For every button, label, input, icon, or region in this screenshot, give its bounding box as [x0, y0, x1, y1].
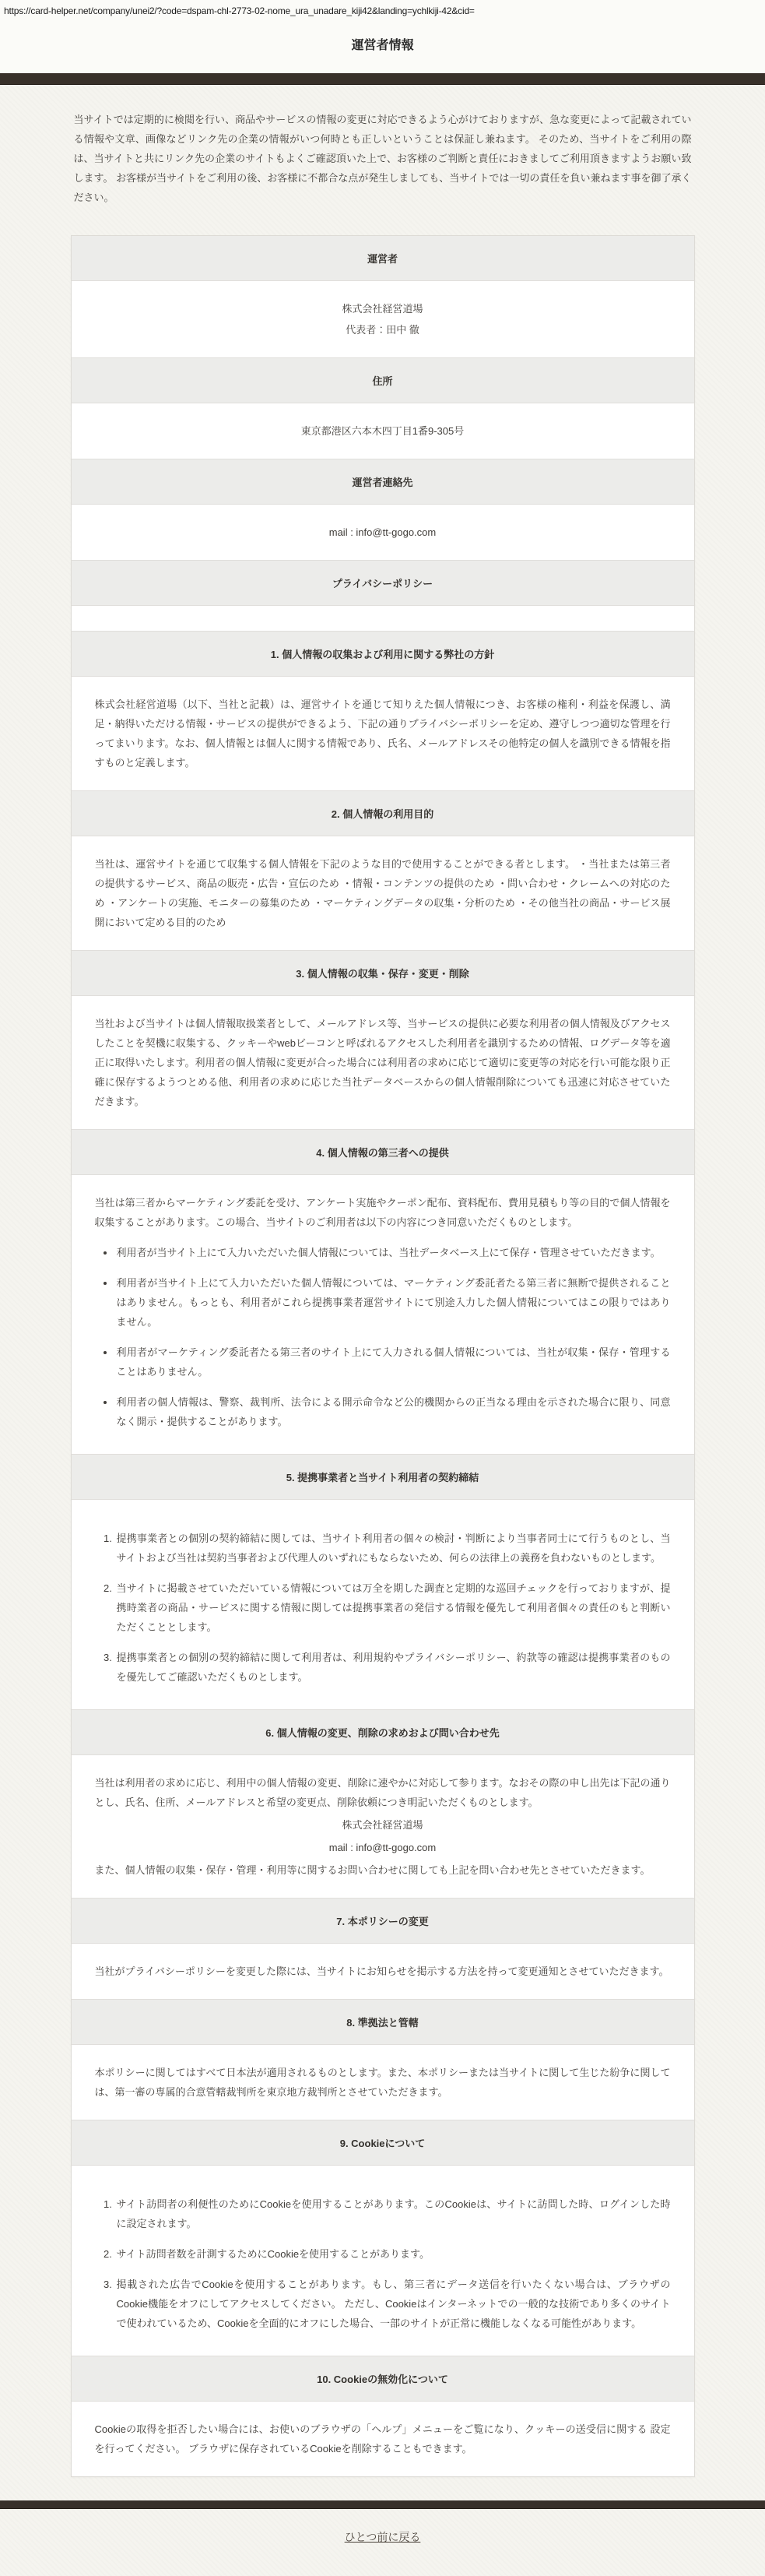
section-4-bullet-list	[95, 1243, 671, 1431]
section-body-2	[72, 836, 694, 950]
back-link[interactable]: ひとつ前に戻る	[344, 2531, 421, 2543]
list-item: • 利用者がマーケティング委託者たる第三者のサイト上にて入力される個人情報については、当社が収集・保存・管理することはありません。	[115, 1343, 671, 1381]
page-title: 運営者情報	[351, 39, 414, 52]
list-item: • 利用者の個人情報は、警察、裁判所、法令による開示命令など公的機関からの正当なる理由を示された場合に限り、同意なく開示・提供することがあります。	[115, 1392, 671, 1431]
page-header	[0, 0, 765, 73]
section-heading-6: 6. 個人情報の変更、削除の求めおよび問い合わせ先	[72, 1709, 694, 1755]
table-cell-privacy-spacer	[72, 606, 694, 631]
table-header-address: 住所	[72, 357, 694, 403]
table-header-contact: 運営者連絡先	[72, 459, 694, 505]
section-9-numbered-list	[95, 2194, 671, 2333]
section-heading-1: 1. 個人情報の収集および利用に関する弊社の方針	[72, 631, 694, 677]
section-body-7	[72, 1944, 694, 1999]
section-body-1	[72, 677, 694, 790]
list-item: • 利用者が当サイト上にて入力いただいた個人情報については、当社データベース上にて保存・管理させていただきます。	[115, 1243, 671, 1262]
section-7-paragraph: 当社がプライバシーポリシーを変更した際には、当サイトにお知らせを掲示する方法を持って変更通知とさせていただきます。	[94, 1965, 669, 1977]
section-8-paragraph: 本ポリシーに関してはすべて日本法が適用されるものとします。また、本ポリシーまたは当サイトに関して生じた紛争に関しては、第一審の専属的合意管轄裁判所を東京地方裁判所とさせていただきます。	[94, 2067, 671, 2098]
section-5-numbered-list	[95, 1529, 671, 1687]
operator-representative: 代表者：田中 徹	[346, 324, 419, 336]
contact-mail-value: mail : info@tt-gogo.com	[328, 526, 437, 538]
section-heading-9: 9. Cookieについて	[72, 2120, 694, 2166]
section-heading-10: 10. Cookieの無効化について	[72, 2356, 694, 2402]
top-divider-bar	[0, 73, 765, 85]
section-heading-3: 3. 個人情報の収集・保存・変更・削除	[72, 950, 694, 996]
operator-company-name: 株式会社経営道場	[342, 303, 423, 315]
section-heading-4: 4. 個人情報の第三者への提供	[72, 1129, 694, 1175]
address-value: 東京都港区六本木四丁目1番9-305号	[300, 425, 465, 437]
section-heading-5: 5. 提携事業者と当サイト利用者の契約締結	[72, 1454, 694, 1500]
section-6-company-name: 株式会社経営道場	[342, 1819, 423, 1831]
section-heading-8: 8. 準拠法と管轄	[72, 1999, 694, 2045]
section-body-6	[72, 1755, 694, 1898]
list-item: 2. サイト訪問者数を計測するためにCookieを使用することがあります。	[115, 2244, 671, 2264]
list-item: 1. サイト訪問者の利便性のためにCookieを使用することがあります。このCookieは、サイトに訪問した時、ログインした時に設定されます。	[115, 2194, 671, 2233]
section-body-9	[72, 2166, 694, 2356]
operator-info-table	[71, 235, 695, 2477]
list-item: • 利用者が当サイト上にて入力いただいた個人情報については、マーケティング委託者たる第三者に無断で提供されることはありません。もっとも、利用者がこれら提携事業者運営サイトにて別途入力した個人情報についてはこの限りではありません。	[115, 1273, 671, 1332]
list-item: 3. 掲載された広告でCookieを使用することがあります。もし、第三者にデータ送信を行いたくない場合は、ブラウザのCookie機能をオフにしてアクセスしてください。 ただし、Cookieはインターネットでの一般的な技術であり多くのサイトで使われているため、Cookieを全面的にオフにした場合、一部のサイトが正常に機能しなくなる可能性があります。	[115, 2275, 671, 2333]
table-cell-operator	[72, 281, 694, 357]
list-item: 1. 提携事業者との個別の契約締結に関しては、当サイト利用者の個々の検討・判断により当事者同士にて行うものとし、当サイトおよび当社は契約当事者および代理人のいずれにもならないため、何らの法律上の義務を負わないものとします。	[115, 1529, 671, 1568]
section-10-paragraph: Cookieの取得を拒否したい場合には、お使いのブラウザの「ヘルプ」メニューをご覧になり、クッキーの送受信に関する 設定を行ってください。 ブラウザに保存されているCookieを削除することもできます。	[94, 2423, 671, 2455]
table-cell-contact	[72, 505, 694, 560]
table-header-privacy-policy: プライバシーポリシー	[72, 560, 694, 606]
list-item: 3. 提携事業者との個別の契約締結に関して利用者は、利用規約やプライバシーポリシー、約款等の確認は提携事業者のものを優先してご確認いただくものとします。	[115, 1648, 671, 1687]
table-cell-address	[72, 403, 694, 459]
section-6-paragraph-2: また、個人情報の収集・保存・管理・利用等に関するお問い合わせに関しても上記を問い合わせ先とさせていただきます。	[94, 1864, 651, 1876]
section-6-paragraph: 当社は利用者の求めに応じ、利用中の個人情報の変更、削除に速やかに対応して参ります。なおその際の申し出先は下記の通りとし、氏名、住所、メールアドレスと希望の変更点、削除依頼につき明記いただくものとします。	[94, 1777, 671, 1808]
section-body-3	[72, 996, 694, 1129]
section-3-paragraph: 当社および当サイトは個人情報取扱業者として、メールアドレス等、当サービスの提供に必要な利用者の個人情報及びアクセスしたことを契機に収集する、クッキーやwebビーコンと呼ばれるアクセスした利用者を識別するための情報、ログデータ等を適正に取得いたします。利用者の個人情報に変更が合った場合には利用者の求めに応じて適切に変更等の対応を行い可能な限り正確に保存するようつとめる他、利用者の求めに応じた当社データベースからの個人情報削除についても迅速に対応させていただきます。	[94, 1018, 671, 1107]
section-body-4	[72, 1175, 694, 1454]
list-item: 2. 当サイトに掲載させていただいている情報については万全を期した調査と定期的な巡回チェックを行っておりますが、提携時業者の商品・サービスに関する情報に関しては提携事業者の発信する情報を優先して利用者個々の責任のもと判断いただくこととします。	[115, 1578, 671, 1637]
section-heading-7: 7. 本ポリシーの変更	[72, 1898, 694, 1944]
footer-divider-bar	[0, 2500, 765, 2509]
section-body-8	[72, 2045, 694, 2120]
page-footer	[0, 2509, 765, 2576]
intro-paragraph: 当サイトでは定期的に検閲を行い、商品やサービスの情報の変更に対応できるよう心がけておりますが、急な変更によって記載されている情報や文章、画像などリンク先の企業の情報がいつ何時とも正しいということは保証し兼ねます。 そのため、当サイトをご利用の際は、当サイトと共にリンク先の企業のサイトもよくご確認頂いた上で、お客様のご判断と責任におきましてご利用頂きますようお願い致します。 お客様が当サイトをご利用の後、お客様に不都合な点が発生しましても、当サイトでは一切の責任を負い兼ねます事を御了承ください。	[73, 114, 692, 203]
section-2-paragraph: 当社は、運営サイトを通じて収集する個人情報を下記のような目的で使用することができる者とします。 ・当社または第三者の提供するサービス、商品の販売・広告・宣伝のため ・情報・コンテンツの提供のため ・問い合わせ・クレームへの対応のため ・アンケートの実施、モニターの募集のため ・マーケティングデータの収集・分析のため ・その他当社の商品・サービス展開において定める目的のため	[94, 858, 671, 928]
section-body-5	[72, 1500, 694, 1709]
section-6-contact-mail: mail : info@tt-gogo.com	[328, 1842, 437, 1853]
section-1-paragraph: 株式会社経営道場（以下、当社と記載）は、運営サイトを通じて知りえた個人情報につき、お客様の権利・利益を保護し、満足・納得いただける情報・サービスの提供ができるよう、下記の通りプライバシーポリシーを定め、遵守しつつ適切な管理を行ってまいります。なお、個人情報とは個人に関する情報であり、氏名、メールアドレスその他特定の個人を識別できる情報を指すものと定義します。	[94, 699, 671, 769]
section-4-paragraph: 当社は第三者からマーケティング委託を受け、アンケート実施やクーポン配布、資料配布、費用見積もり等の目的で個人情報を収集することがあります。この場合、当サイトのご利用者は以下の内容につき同意いただくものとします。	[94, 1197, 671, 1228]
page-url-text: https://card-helper.net/company/unei2/?code=dspam-chl-2773-02-nome_ura_unadare_kiji42&landing=ychlkiji-42&cid=	[4, 5, 475, 16]
table-header-operator: 運営者	[72, 236, 694, 281]
main-content	[71, 110, 695, 2477]
section-heading-2: 2. 個人情報の利用目的	[72, 790, 694, 836]
section-body-10	[72, 2402, 694, 2476]
